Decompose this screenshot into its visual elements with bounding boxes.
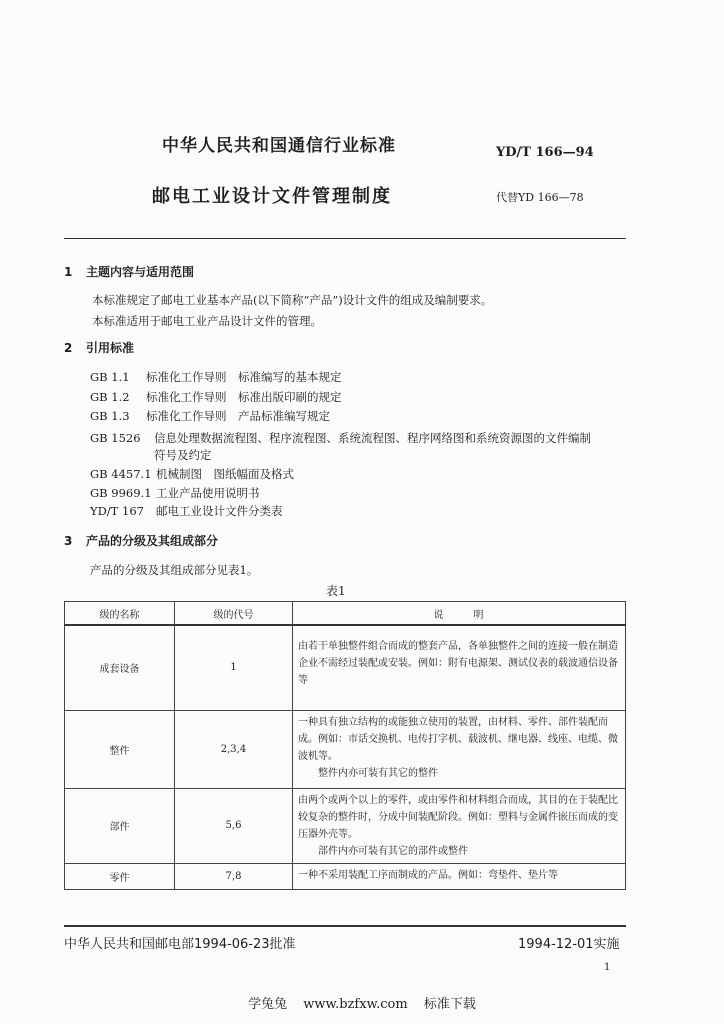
section-heading-2: 2 引用标准 [64,341,135,355]
column-header-level-code: 级的代号 [175,602,293,626]
reference-item-continuation: 符号及约定 [154,448,212,462]
table-header-row [65,602,626,626]
description-note: 部件内亦可装有其它的部件或整件 [318,845,468,857]
page-number: 1 [604,962,611,973]
reference-item: GB 1.3 标准化工作导则 产品标准编写规定 [90,409,330,423]
level-name-cell: 成套设备 [65,625,175,710]
product-level-table [64,601,626,890]
org-title: 中华人民共和国通信行业标准 [162,136,396,156]
level-name-cell: 部件 [65,788,175,863]
level-name-cell: 整件 [65,710,175,788]
site-url-link[interactable]: www.bzfxw.com [303,997,408,1012]
column-header-level-name: 级的名称 [65,602,175,626]
approval-line: 中华人民共和国邮电部1994-06-23批准 [64,937,296,952]
description-cell: 一种具有独立结构的或能独立使用的装置，由材料、零件、部件装配而成。例如：市话交换机、电传打字机、载波机、继电器、线座、电缆、微波机等。 整件内亦可装有其它的整件 [293,710,626,788]
table-row [65,788,626,863]
level-name-cell: 零件 [65,863,175,889]
footer-divider [64,925,626,927]
implementation-date: 1994-12-01实施 [518,937,620,952]
description-cell: 由若干单独整件组合而成的整套产品，各单独整件之间的连接一般在制造企业不需经过装配或安装。例如：附有电源架、测试仪表的载波通信设备等 [293,625,626,710]
reference-item: GB 9969.1 工业产品使用说明书 [90,486,260,500]
table-caption: 表1 [326,584,346,598]
level-code-cell: 7,8 [175,863,293,889]
header-divider [64,238,626,239]
reference-item: YD/T 167 邮电工业设计文件分类表 [90,504,283,518]
reference-item: GB 1.1 标准化工作导则 标准编写的基本规定 [90,370,342,384]
level-code-cell: 1 [175,625,293,710]
site-name: 学兔兔 [248,997,288,1012]
reference-item: GB 4457.1 机械制图 图纸幅面及格式 [90,467,294,481]
section-1-paragraph: 本标准适用于邮电工业产品设计文件的管理。 [92,314,322,328]
document-title: 邮电工业设计文件管理制度 [152,186,392,207]
table-row [65,710,626,788]
site-slogan: 标准下载 [423,997,476,1012]
description-note: 整件内亦可装有其它的整件 [318,767,438,779]
site-footer [0,993,724,1012]
description-cell: 一种不采用装配工序而制成的产品。例如：弯垫件、垫片等 [293,863,626,889]
level-code-cell: 2,3,4 [175,710,293,788]
standard-code: YD/T 166—94 [496,145,594,160]
section-heading-3: 3 产品的分级及其组成部分 [64,534,219,548]
reference-item: GB 1.2 标准化工作导则 标准出版印刷的规定 [90,390,342,404]
section-heading-1: 1 主题内容与适用范围 [64,265,195,279]
section-3-paragraph: 产品的分级及其组成部分见表1。 [90,563,259,577]
column-header-description: 说 明 [293,602,626,626]
reference-item: GB 1526 信息处理数据流程图、程序流程图、系统流程图、程序网络图和系统资源图的文件编制 [90,431,591,445]
description-cell: 由两个或两个以上的零件，或由零件和材料组合而成，其目的在于装配比较复杂的整件时，分成中间装配阶段。例如：塑料与金属件嵌压而成的变压器外壳等。 部件内亦可装有其它的部件或整件 [293,788,626,863]
replaces-note: 代替YD 166—78 [496,191,584,204]
table-row [65,625,626,710]
level-code-cell: 5,6 [175,788,293,863]
table-row [65,863,626,889]
section-1-paragraph: 本标准规定了邮电工业基本产品(以下简称“产品”)设计文件的组成及编制要求。 [92,293,493,307]
